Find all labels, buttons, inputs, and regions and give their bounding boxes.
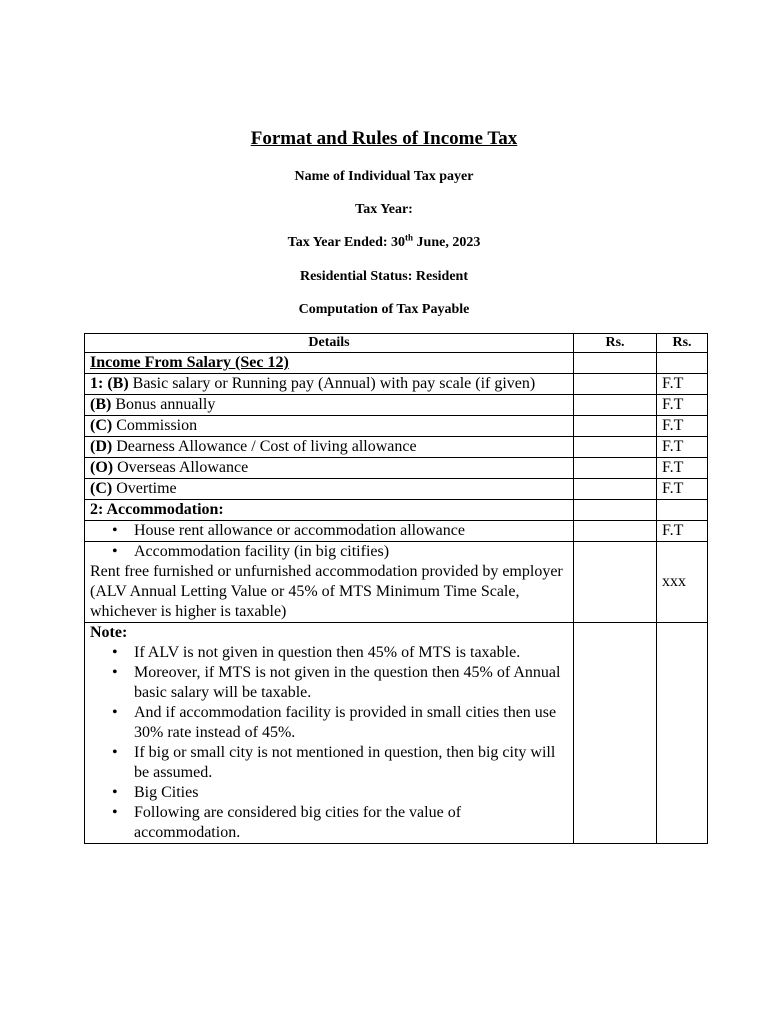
list-item: • And if accommodation facility is provided in small cities then use 30% rate instead of 45%. [134,703,568,743]
row-detail [85,395,574,416]
table-row [85,437,708,458]
tax-computation-table [84,333,708,844]
row-amount: F.T [657,374,708,395]
header-details: Details [85,334,574,353]
list-item: • If big or small city is not mentioned in question, then big city will be assumed. [134,743,568,783]
header-rs-2: Rs. [657,334,708,353]
note-cell [85,623,574,844]
row-text: Dearness Allowance / Cost of living allowance [112,438,417,455]
empty-cell [657,500,708,521]
empty-cell [657,353,708,374]
facility-valuation-note: (ALV Annual Letting Value or 45% of MTS Minimum Time Scale, whichever is higher is taxable) [90,583,520,620]
row-amount: F.T [657,437,708,458]
row-code: (C) [90,480,113,497]
header-rs-1: Rs. [574,334,657,353]
empty-cell [574,623,657,844]
tax-year-ended-sup: th [405,232,414,243]
row-detail [85,374,574,395]
empty-cell [574,542,657,623]
tax-year-ended-line [0,234,768,252]
note-row [85,623,708,844]
empty-cell [574,479,657,500]
empty-cell [574,395,657,416]
table-row [85,416,708,437]
empty-cell [574,416,657,437]
residential-status-line: Residential Status: Resident [299,269,468,284]
row-amount: F.T [657,395,708,416]
section-salary-row [85,353,708,374]
tax-year-ended-pre: Tax Year Ended: 30 [287,235,406,250]
table-row [85,395,708,416]
row-amount: xxx [657,542,708,623]
empty-cell [574,458,657,479]
computation-heading: Computation of Tax Payable [298,302,470,317]
taxpayer-name-line: Name of Individual Tax payer [294,169,474,184]
section-accommodation-row [85,500,708,521]
row-detail [85,542,574,623]
table-header-row [85,334,708,353]
tax-year-line: Tax Year: [355,202,413,217]
row-code: 1: (B) [90,375,129,392]
row-detail [85,416,574,437]
bullet-list [90,521,568,541]
note-list [90,643,568,843]
row-text: Commission [112,417,198,434]
row-amount: F.T [657,416,708,437]
table-row [85,374,708,395]
row-detail [85,479,574,500]
row-amount: F.T [657,521,708,542]
row-amount: F.T [657,479,708,500]
document-title: Format and Rules of Income Tax [250,128,518,149]
section-salary-title: Income From Salary (Sec 12) [85,353,574,374]
row-code: (C) [90,417,113,434]
table-row [85,542,708,623]
empty-cell [574,374,657,395]
row-text: Basic salary or Running pay (Annual) with pay scale (if given) [128,375,536,392]
row-detail [85,437,574,458]
empty-cell [574,500,657,521]
table-row [85,521,708,542]
list-item: • Moreover, if MTS is not given in the question then 45% of Annual basic salary will be taxable. [134,663,568,703]
empty-cell [574,437,657,458]
table-row [85,458,708,479]
row-amount: F.T [657,458,708,479]
list-item: • If ALV is not given in question then 45% of MTS is taxable. [134,643,568,663]
list-item: • House rent allowance or accommodation allowance [134,521,568,541]
section-accommodation-title: 2: Accommodation: [85,500,574,521]
facility-description: Rent free furnished or unfurnished accommodation provided by employer [90,563,563,580]
row-code: (B) [90,396,112,413]
note-title: Note: [90,624,128,641]
row-text: Overseas Allowance [113,459,249,476]
empty-cell [657,623,708,844]
row-text: Overtime [112,480,177,497]
table-row [85,479,708,500]
row-detail [85,458,574,479]
row-text: Bonus annually [111,396,216,413]
bullet-list [90,542,568,562]
row-code: (D) [90,438,113,455]
list-item: • Accommodation facility (in big citifies) [134,542,568,562]
row-detail [85,521,574,542]
empty-cell [574,353,657,374]
tax-year-ended-post: June, 2023 [413,235,481,250]
row-code: (O) [90,459,114,476]
list-item: • Big Cities [134,783,568,803]
list-item: • Following are considered big cities for the value of accommodation. [134,803,568,843]
empty-cell [574,521,657,542]
